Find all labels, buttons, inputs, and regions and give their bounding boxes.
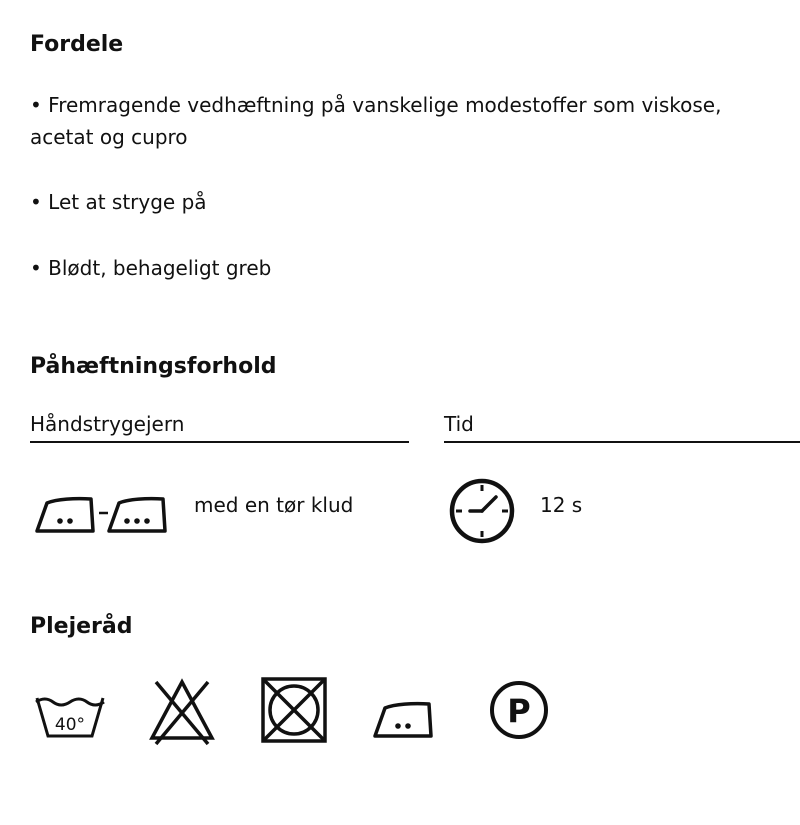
- advantage-item: • Let at stryge på: [30, 190, 207, 214]
- advantage-item: • Fremragende vedhæftning på vanskelige modestoffer som viskose, acetat og cupro: [30, 93, 722, 149]
- divider: [30, 441, 409, 443]
- method-text: med en tør klud: [194, 493, 354, 517]
- advantages-heading: Fordele: [30, 32, 124, 57]
- no-tumble-dry-icon: [259, 675, 329, 745]
- iron-three-dots-icon: [105, 487, 171, 535]
- iron-two-dots-icon: [33, 487, 99, 535]
- hand-iron-label: Håndstrygejern: [30, 412, 185, 436]
- wash-40-icon: [34, 688, 106, 742]
- no-bleach-icon: [146, 676, 218, 748]
- dry-clean-p-icon: [487, 678, 551, 742]
- time-value: 12 s: [540, 493, 583, 517]
- time-label: Tid: [444, 412, 474, 436]
- dry-clean-letter: P: [507, 692, 531, 730]
- divider: [444, 441, 800, 443]
- wash-temperature: 40°: [54, 715, 86, 735]
- advantage-item: • Blødt, behageligt greb: [30, 256, 272, 280]
- care-heading: Plejeråd: [30, 614, 133, 639]
- clock-icon: [446, 475, 518, 547]
- iron-two-dots-icon: [371, 692, 437, 740]
- bonding-heading: Påhæftningsforhold: [30, 354, 277, 379]
